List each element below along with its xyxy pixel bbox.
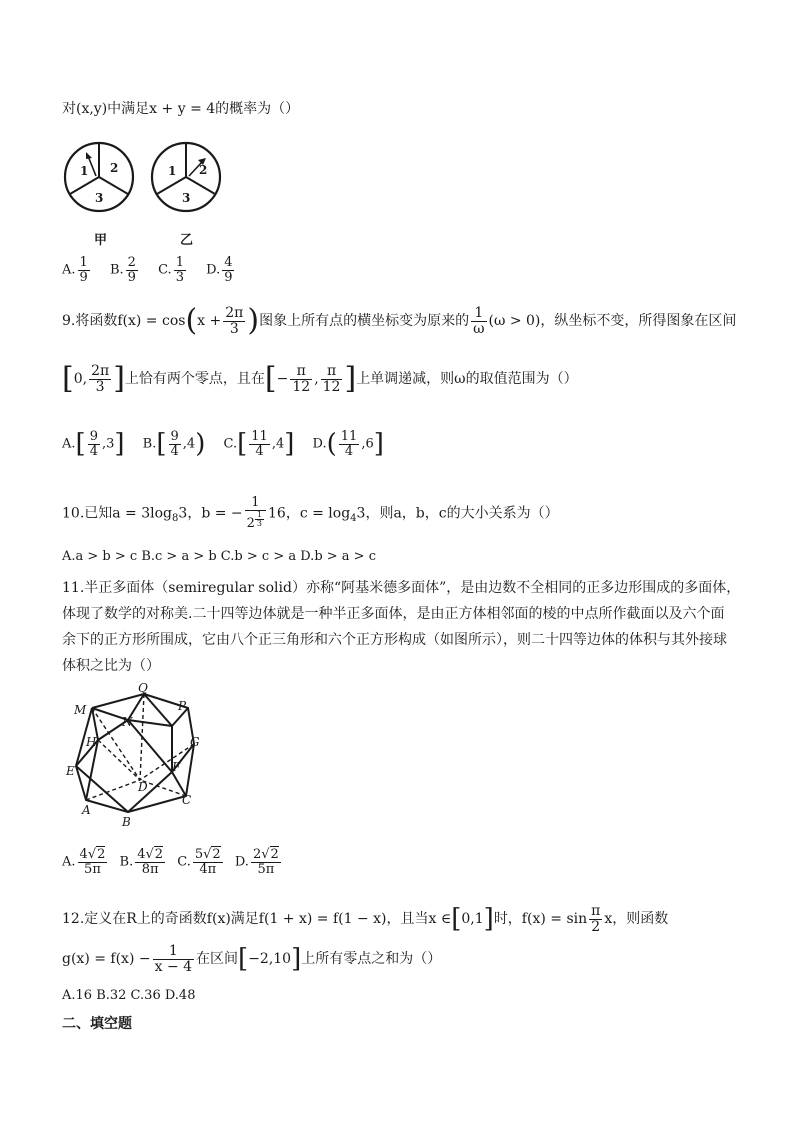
option-a[interactable]: A.[ $\frac{9}{4}$ ,3] — [62, 429, 125, 460]
vertex-label: A — [82, 803, 91, 817]
vertex-label: G — [190, 735, 200, 749]
option-a[interactable]: A. $\frac{1}{9}$ — [62, 255, 88, 285]
q10-options[interactable]: A.a > b > c B.c > a > b C.b > c > a D.b > a > c — [62, 549, 376, 564]
q9-line1: 9.将函数f(x) = cos(x + $\frac{2\pi}{3}$ )图象上所有点的横坐标变为原来的 $\frac{1}{\omega}$ (ω > 0)，纵坐标不变，所得图象在区间 — [62, 303, 737, 339]
spinner-left — [65, 143, 133, 211]
spinner-right — [152, 143, 220, 211]
vertex-label: E — [66, 764, 75, 778]
section-heading-fill-in: 二、填空题 — [62, 1016, 132, 1032]
option-b[interactable]: B. $\frac{2}{9}$ — [109, 255, 136, 285]
option-b[interactable]: B.[ $\frac{9}{4}$ ,4) — [142, 429, 206, 460]
q8-question-tail: 对(x,y)中满足x + y = 4的概率为（） — [62, 101, 300, 117]
option-c[interactable]: C.[ $\frac{11}{4}$ ,4] — [223, 429, 295, 460]
q12-options[interactable]: A.16 B.32 C.36 D.48 — [62, 988, 196, 1003]
vertex-label: N — [122, 715, 133, 729]
sector-label: 2 — [199, 163, 208, 177]
q12-line1: 12.定义在R上的奇函数f(x)满足f(1 + x) = f(1 − x)，且当x ∈[0,1]时，f(x) = sin $\frac{\pi}{2}$ x，则函数 — [62, 903, 669, 935]
option-c[interactable]: C. $\frac{5√2}{4\pi}$ — [177, 847, 221, 877]
vertex-label: H — [86, 735, 97, 749]
vertex-label: D — [138, 780, 148, 794]
sector-label: 1 — [80, 164, 89, 178]
spinner-right-label: 乙 — [180, 233, 194, 248]
option-b[interactable]: B. $\frac{4√2}{8\pi}$ — [119, 847, 164, 877]
q11-options — [62, 848, 289, 876]
spinner-arrow-left — [88, 156, 96, 176]
q9-line2: [0, $\frac{2\pi}{3}$ ]上恰有两个零点，且在[− $\frac{\pi}{12}$ , $\frac{\pi}{12}$ ]上单调递减，则ω的取值范围为（） — [62, 361, 578, 397]
option-d[interactable]: D. $\frac{2√2}{5\pi}$ — [234, 847, 279, 877]
q8-spinners-figure — [62, 138, 232, 250]
vertex-label: M — [74, 703, 87, 717]
q8-options — [62, 256, 250, 284]
vertex-label: F — [172, 760, 181, 774]
vertex-label: Q — [138, 682, 148, 695]
q10-question: 10.已知$a = 3\log_83$，b = − 1 2 $^{\frac{1}{3}}$ 16，$c = \log_43$，则a，b，c的大小关系为（） — [62, 495, 559, 531]
vertex-label: P — [178, 699, 187, 713]
sector-label: 3 — [95, 191, 104, 205]
sector-label: 3 — [182, 191, 191, 205]
q12-line2: g(x) = f(x) − $\frac{1}{x - 4}$ 在区间[−2,10]上所有零点之和为（） — [62, 943, 442, 975]
vertex-label: B — [122, 815, 131, 828]
option-d[interactable]: D. $\frac{4}{9}$ — [206, 255, 233, 285]
q9-options — [62, 430, 398, 458]
sector-label: 2 — [110, 161, 119, 175]
option-a[interactable]: A. $\frac{4√2}{5\pi}$ — [62, 847, 106, 877]
q11-polyhedron-figure — [62, 682, 222, 828]
option-d[interactable]: D.( $\frac{11}{4}$ ,6] — [312, 429, 384, 460]
spinner-left-label: 甲 — [94, 233, 108, 248]
option-c[interactable]: C. $\frac{1}{3}$ — [158, 255, 184, 285]
q11-question: 11.半正多面体（semiregular solid）亦称“阿基米德多面体”，是由边数不全相同的正多边形围成的多面体， 体现了数学的对称美.二十四等边体就是一种半正多面体，是由正方体相邻面的棱的中点所作截面以及六个面 余下的正方形所围成，它由八个正三角形和六个正方形构成（如图所示），则二十四等边体的体积与其外接球 体积之比为（） — [62, 580, 741, 674]
vertex-label: C — [182, 793, 192, 807]
sector-label: 1 — [168, 164, 177, 178]
